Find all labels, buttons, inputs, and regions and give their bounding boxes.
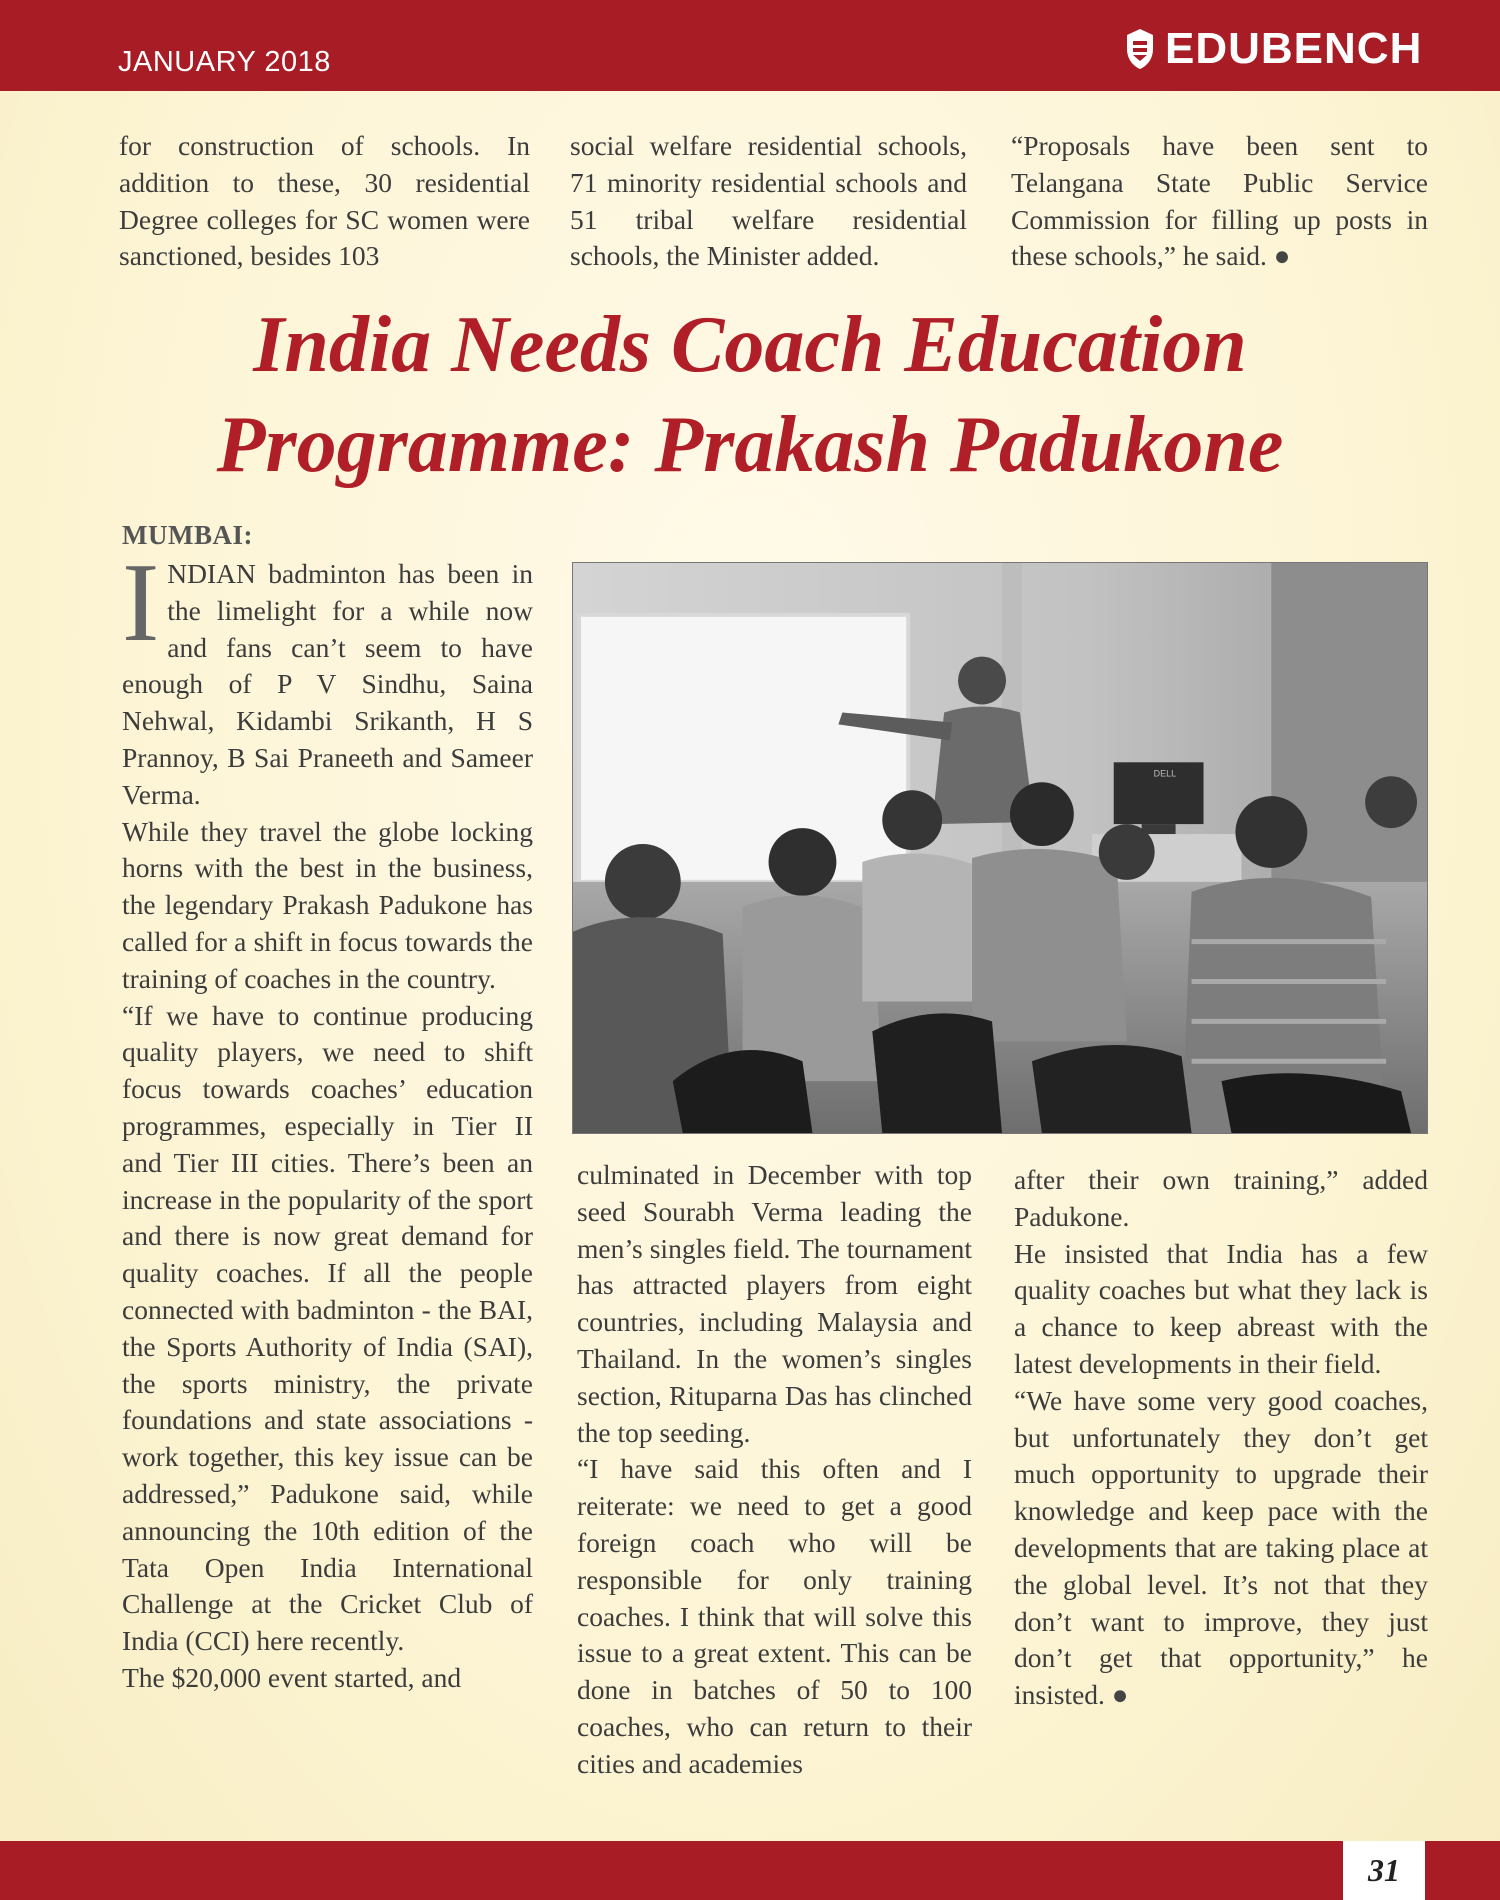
- prev-article-col1: for construction of schools. In addition to these, 30 residential Degree colleges for SC women were sanctioned, besides 103: [119, 130, 530, 272]
- header-bar: [0, 0, 1500, 91]
- page-number: 31: [1368, 1852, 1400, 1888]
- shield-logo-icon: [1125, 27, 1155, 71]
- drop-cap: I: [122, 541, 160, 665]
- footer-bar: [0, 1841, 1500, 1900]
- headline-line-1: India Needs Coach Education: [253, 301, 1247, 389]
- lecture-photo-illustration: [573, 563, 1427, 1133]
- article-col2: culminated in December with top seed Sourabh Verma leading the men’s singles field. The tournament has attracted players from eight countries, including Malaysia and Thailand. In the women’s singles section, Rituparna Das has clinched the top seeding. “I have said this often and I reiterate: we need to get a good foreign coach who will be responsible for only training coaches. I think that will solve this issue to a great extent. This can be done in batches of 50 to 100 coaches, who can return to their cities and academies: [577, 1159, 972, 1779]
- prev-article-col2: social welfare residential schools, 71 minority residential schools and 51 tribal welfare residential schools, the Minister added.: [570, 130, 967, 272]
- article-col1: INDIAN badminton has been in the limelight for a while now and fans can’t seem to have enough of P V Sindhu, Saina Nehwal, Kidambi Srikanth, H S Prannoy, B Sai Praneeth and Sameer Verma. While they travel the globe locking horns with the best in the business, the legendary Prakash Padukone has called for a shift in focus towards the training of coaches in the country. “If we have to continue producing quality players, we need to shift focus towards coaches’ education programmes, especially in Tier II and Tier III cities. There’s been an increase in the popularity of the sport and there is now great demand for quality coaches. If all the people connected with badminton - the BAI, the Sports Authority of India (SAI), the sports ministry, the private foundations and state associations - work together, this key issue can be addressed,” Padukone said, while announcing the 10th edition of the Tata Open India International Challenge at the Cricket Club of India (CCI) here recently. The $20,000 event started, and: [122, 541, 533, 1693]
- monitor-brand: DELL: [1153, 768, 1177, 779]
- brand-logo: [1125, 24, 1422, 74]
- brand-name: EDUBENCH: [1165, 24, 1423, 73]
- article-photo: [572, 562, 1428, 1134]
- headline-line-2: Programme: Prakash Padukone: [216, 401, 1284, 489]
- article-col3: after their own training,” added Padukone. He insisted that India has a few quality coaches but what they lack is a chance to keep abreast with the latest developments in their field. “We have some very good coaches, but unfortunately they don’t get much opportunity to upgrade their knowledge and keep pace with the developments that are taking place at the global level. It’s not that they don’t want to improve, they just don’t get that opportunity,” he insisted. ●: [1014, 1164, 1428, 1711]
- article-headline: [100, 295, 1400, 495]
- page-number-box: [1343, 1841, 1425, 1900]
- dateline: MUMBAI:: [122, 520, 253, 550]
- prev-article-col3: “Proposals have been sent to Telangana State Public Service Commission for filling up posts in these schools,” he said. ●: [1011, 130, 1428, 272]
- end-mark: ●: [1273, 240, 1291, 272]
- issue-date: JANUARY 2018: [118, 46, 331, 78]
- end-mark: ●: [1111, 1679, 1129, 1711]
